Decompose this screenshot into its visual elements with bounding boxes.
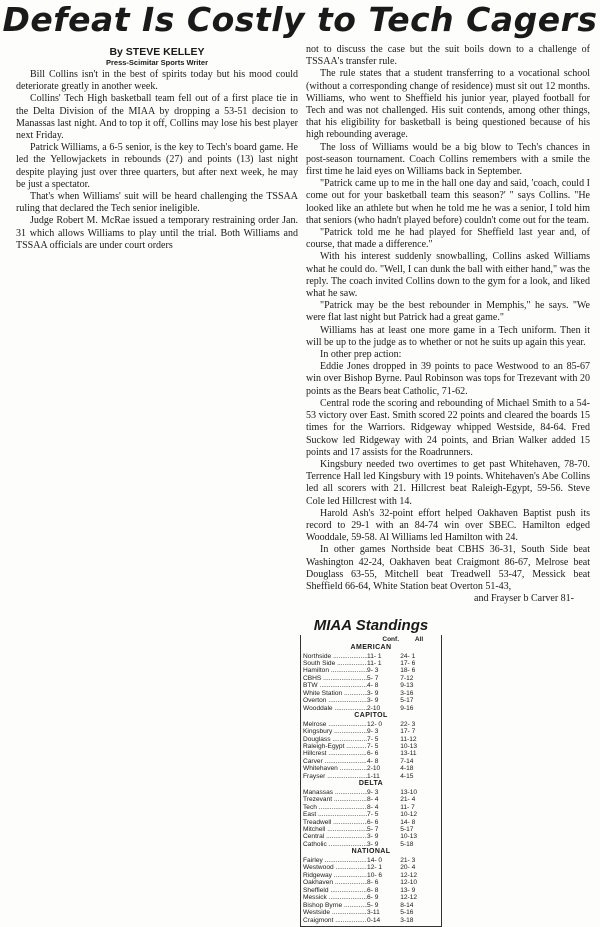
conf-record: 9- 3 bbox=[367, 788, 379, 796]
team-name: Carver ..... bbox=[303, 758, 367, 765]
team-name: Central ..... bbox=[303, 833, 367, 840]
standings-row bbox=[303, 789, 439, 796]
conf-record: 4- 8 bbox=[367, 682, 379, 690]
all-record: 21- 3 bbox=[400, 856, 416, 864]
team-name: Kingsbury ..... bbox=[303, 728, 367, 735]
article-paragraph: Patrick Williams, a 6-5 senior, is the key to Tech's board game. He led the Yellowjackets in rebounds (27) and points (13) last night despite playing just over three quarters, but after next week, he may be just a spectator. bbox=[16, 142, 298, 190]
all-record: 10-12 bbox=[400, 811, 418, 819]
standings-row bbox=[303, 697, 439, 704]
standings-row bbox=[303, 743, 439, 750]
standings-row bbox=[303, 872, 439, 879]
conf-record: 3- 9 bbox=[367, 833, 379, 841]
conf-record: 3- 9 bbox=[367, 689, 379, 697]
article-paragraph: Collins' Tech High basketball team fell out of a first place tie in the Delta Division of the MIAA by dropping a 53-51 decision to Manassas last night. And to top it off, Collins may lose his best player next Friday. bbox=[16, 93, 298, 142]
conf-record: 6- 6 bbox=[367, 818, 379, 826]
headline: Defeat Is Costly to Tech Cagers bbox=[2, 0, 598, 39]
team-name: Tech ..... bbox=[303, 804, 367, 811]
team-name: Fairley ..... bbox=[303, 857, 367, 864]
team-name: Manassas ..... bbox=[303, 789, 367, 796]
all-record: 5-17 bbox=[400, 697, 414, 705]
division-title: CAPITOL bbox=[354, 712, 388, 720]
team-name: Northside ..... bbox=[303, 653, 367, 660]
standings-row bbox=[303, 864, 439, 871]
conf-record: 3- 9 bbox=[367, 697, 379, 705]
standings-row bbox=[303, 826, 439, 833]
team-name: Bishop Byrne ..... bbox=[303, 902, 367, 909]
all-record: 9-16 bbox=[400, 704, 414, 712]
all-record: 9-13 bbox=[400, 682, 414, 690]
article-paragraph: The rule states that a student transferring to a vocational school (without a corresponding change of residence) must sit out 12 months. Williams, who went to Sheffield his junior year, played football for Tech and was not challenged. His suit contends, among other things, that his eligibility for basketball is being questioned because of his high rebounding average. bbox=[306, 68, 590, 141]
standings-row bbox=[303, 894, 439, 901]
conf-record: 7- 5 bbox=[367, 735, 379, 743]
team-name: Douglass ..... bbox=[303, 736, 367, 743]
standings-row bbox=[303, 736, 439, 743]
all-record: 7-14 bbox=[400, 757, 414, 765]
standings-row bbox=[303, 653, 439, 660]
team-name: Ridgeway ..... bbox=[303, 872, 367, 879]
team-name: Melrose ..... bbox=[303, 721, 367, 728]
standings-row bbox=[303, 833, 439, 840]
conf-record: 6- 9 bbox=[367, 894, 379, 902]
article-paragraph: With his interest suddenly snowballing, Collins asked Williams what he could do. "Well, I can dunk the ball with either hand," was the reply. The coach invited Collins down to the gym for a look, and liked what he saw. bbox=[306, 251, 590, 300]
all-record: 12-12 bbox=[400, 894, 418, 902]
conf-record: 5- 9 bbox=[367, 901, 379, 909]
article-paragraph: In other games Northside beat CBHS 36-31, South Side beat Washington 42-24, Oakhaven beat Craigmont 86-67, Melrose beat Douglass 63-55, Mitchell beat Treadwell 53-47, Messick beat Sheffield 66-64, White Station beat Overton 51-43, bbox=[306, 544, 590, 592]
team-name: Catholic ..... bbox=[303, 841, 367, 848]
conf-record: 7- 5 bbox=[367, 811, 379, 819]
team-name: Treadwell ..... bbox=[303, 819, 367, 826]
all-record: 4-15 bbox=[400, 772, 414, 780]
conf-record: 5- 7 bbox=[367, 674, 379, 682]
all-record: 4-18 bbox=[400, 765, 414, 773]
left-column bbox=[16, 44, 298, 252]
all-record: 13-11 bbox=[400, 750, 417, 758]
team-name: Sheffield ..... bbox=[303, 887, 367, 894]
standings-row bbox=[303, 773, 439, 780]
all-record: 7-12 bbox=[400, 674, 414, 682]
article-paragraph: Williams has at least one more game in a Tech uniform. Then it will be up to the judge as to whether or not he suits up again this year. bbox=[306, 324, 590, 348]
conf-record: 5- 7 bbox=[367, 826, 379, 834]
team-name: East ..... bbox=[303, 811, 367, 818]
conf-record: 0-14 bbox=[367, 916, 381, 924]
byline-title: Press-Scimitar Sports Writer bbox=[106, 58, 208, 67]
standings-title: MIAA Standings bbox=[313, 617, 429, 634]
conf-record: 14- 0 bbox=[367, 856, 383, 864]
team-name: Craigmont ..... bbox=[303, 917, 367, 924]
conf-record: 1-11 bbox=[367, 772, 380, 780]
all-record: 10-13 bbox=[400, 833, 418, 841]
all-record: 12-12 bbox=[400, 871, 418, 879]
standings-row bbox=[303, 879, 439, 886]
standings-table bbox=[300, 617, 442, 927]
article-paragraph: The loss of Williams would be a big blow to Tech's chances in post-season tournament. Coach Collins remembers with a smile the first time he laid eyes on Williams back in September. bbox=[306, 141, 590, 178]
team-name: Mitchell ..... bbox=[303, 826, 367, 833]
standings-row bbox=[303, 705, 439, 712]
all-record: 20- 4 bbox=[400, 864, 416, 872]
division-title: DELTA bbox=[358, 780, 384, 788]
all-record: 21- 4 bbox=[400, 796, 416, 804]
standings-box bbox=[300, 635, 442, 927]
all-record: 22- 3 bbox=[400, 720, 416, 728]
team-name: Whitehaven ..... bbox=[303, 765, 367, 772]
standings-row bbox=[303, 819, 439, 826]
standings-row bbox=[303, 917, 439, 924]
article-paragraph: In other prep action: bbox=[320, 349, 402, 361]
all-record: 18- 6 bbox=[400, 667, 416, 675]
article-paragraph: "Patrick may be the best rebounder in Memphis," he says. "We were flat last night but Patrick had a great game." bbox=[306, 300, 590, 324]
all-record: 3-18 bbox=[400, 916, 414, 924]
all-record: 5-17 bbox=[400, 826, 414, 834]
standings-row bbox=[303, 796, 439, 803]
all-record: 5-18 bbox=[400, 840, 414, 848]
article-paragraph: That's when Williams' suit will be heard challenging the TSSAA ruling that declared the Tech senior ineligible. bbox=[16, 191, 298, 215]
team-name: South Side ..... bbox=[303, 660, 367, 667]
standings-row bbox=[303, 841, 439, 848]
standings-header bbox=[303, 636, 439, 644]
article-paragraph: "Patrick told me he had played for Sheffield last year and, of course, that made a difference." bbox=[306, 227, 590, 251]
division-title: AMERICAN bbox=[350, 644, 392, 651]
conf-record: 2-10 bbox=[367, 704, 381, 712]
team-name: Trezevant ..... bbox=[303, 796, 367, 803]
all-record: 3-16 bbox=[400, 689, 414, 697]
conf-record: 12- 1 bbox=[367, 864, 383, 872]
team-name: Oakhaven ..... bbox=[303, 879, 367, 886]
team-name: Overton ..... bbox=[303, 697, 367, 704]
standings-row bbox=[303, 811, 439, 818]
all-record: 24- 1 bbox=[400, 652, 416, 660]
standings-divisions bbox=[303, 644, 439, 924]
conf-record: 3- 9 bbox=[367, 840, 379, 848]
all-record: 10-13 bbox=[400, 742, 418, 750]
article-paragraph: Harold Ash's 32-point effort helped Oakhaven Baptist push its record to 29-1 with an 84-74 win over SBEC. Hamilton edged Wooddale, 59-58. Al Williams led Hamilton with 24. bbox=[306, 507, 590, 544]
article-paragraph: Central rode the scoring and rebounding of Michael Smith to a 54-53 victory over East. Smith scored 22 points and cleared the boards 15 times for the Warriors. Ridgeway whipped Westside, 84-64. Fred Suckow led Ridgeway with 24 points, and Brian Walker added 15 points and 17 assists for the Roadrunners. bbox=[306, 397, 590, 458]
team-name: Frayser ..... bbox=[303, 773, 367, 780]
all-record: 13-10 bbox=[400, 788, 418, 796]
standings-row bbox=[303, 804, 439, 811]
article-paragraph: Kingsbury needed two overtimes to get past Whitehaven, 78-70. Terrence Hall led Kingsbury with 19 points. Whitehaven's Abe Collins led all scorers with 21. Hillcrest beat Raleigh-Egypt, 59-56. Steve Cole led Hillcrest with 14. bbox=[306, 458, 590, 507]
final-line: and Frayser b Carver 81- bbox=[474, 593, 574, 605]
standings-row bbox=[303, 690, 439, 697]
team-name: BTW ..... bbox=[303, 682, 367, 689]
team-name: Westwood ..... bbox=[303, 864, 367, 871]
all-record: 14- 8 bbox=[400, 818, 416, 826]
team-name: White Station ..... bbox=[303, 690, 367, 697]
article-paragraph: "Patrick came up to me in the hall one day and said, 'coach, could I come out for your basketball team this season?' " says Collins. "He looked like an athlete but when he told me he was a senior, I told him that seniors (who hadn't played before) couldn't come out for the team. bbox=[306, 178, 590, 226]
all-record: 11- 7 bbox=[400, 803, 415, 811]
standings-row bbox=[303, 758, 439, 765]
left-paragraphs bbox=[16, 69, 298, 252]
all-record: 17- 6 bbox=[400, 659, 416, 667]
team-name: Hamilton ..... bbox=[303, 667, 367, 674]
conf-record: 4- 8 bbox=[367, 757, 379, 765]
conf-record: 3-11 bbox=[367, 909, 380, 917]
team-name: Messick ..... bbox=[303, 894, 367, 901]
conf-record: 10- 6 bbox=[367, 871, 383, 879]
conf-header: Conf. bbox=[382, 636, 399, 643]
article-paragraph: Judge Robert M. McRae issued a temporary restraining order Jan. 31 which allows Williams to play until the trial. Both Williams and TSSAA officials are under court orders bbox=[16, 215, 298, 251]
right-paragraphs bbox=[306, 44, 590, 593]
conf-record: 8- 4 bbox=[367, 803, 379, 811]
all-record: 13- 9 bbox=[400, 886, 416, 894]
team-name: Raleigh-Egypt ..... bbox=[303, 743, 367, 750]
standings-row bbox=[303, 857, 439, 864]
standings-row bbox=[303, 682, 439, 689]
standings-row bbox=[303, 887, 439, 894]
article-paragraph: not to discuss the case but the suit boils down to a challenge of TSSAA's transfer rule. bbox=[306, 44, 590, 68]
conf-record: 6- 8 bbox=[367, 886, 379, 894]
conf-record: 9- 3 bbox=[367, 728, 379, 736]
conf-record: 9- 3 bbox=[367, 667, 379, 675]
article-paragraph: Eddie Jones dropped in 39 points to pace Westwood to an 85-67 win over Bishop Byrne. Paul Robinson was tops for Trezevant with 20 points as the Bears beat Catholic, 71-62. bbox=[306, 361, 590, 397]
byline: By STEVE KELLEY bbox=[109, 46, 205, 58]
all-header: All bbox=[414, 636, 424, 643]
conf-record: 11- 1 bbox=[367, 652, 382, 660]
all-record: 11-12 bbox=[400, 735, 417, 743]
standings-spacer bbox=[303, 636, 351, 644]
team-name: Hillcrest ..... bbox=[303, 750, 367, 757]
team-name: Wooddale ..... bbox=[303, 705, 367, 712]
conf-record: 11- 1 bbox=[367, 659, 382, 667]
standings-row bbox=[303, 675, 439, 682]
conf-record: 8- 6 bbox=[367, 879, 379, 887]
all-record: 5-16 bbox=[400, 909, 414, 917]
conf-record: 12- 0 bbox=[367, 720, 383, 728]
division-title: NATIONAL bbox=[351, 848, 391, 856]
standings-row bbox=[303, 667, 439, 674]
standings-row bbox=[303, 728, 439, 735]
right-column bbox=[306, 44, 590, 605]
conf-record: 2-10 bbox=[367, 765, 381, 773]
article-paragraph: Bill Collins isn't in the best of spirits today but his mood could deteriorate greatly in another week. bbox=[16, 69, 298, 93]
all-record: 12-10 bbox=[400, 879, 418, 887]
standings-row bbox=[303, 909, 439, 916]
team-name: CBHS ..... bbox=[303, 675, 367, 682]
standings-row bbox=[303, 660, 439, 667]
all-record: 17- 7 bbox=[400, 728, 416, 736]
standings-row bbox=[303, 721, 439, 728]
team-name: Westside ..... bbox=[303, 909, 367, 916]
conf-record: 8- 4 bbox=[367, 796, 379, 804]
standings-row bbox=[303, 902, 439, 909]
standings-row bbox=[303, 765, 439, 772]
conf-record: 7- 5 bbox=[367, 742, 379, 750]
conf-record: 6- 6 bbox=[367, 750, 379, 758]
standings-row bbox=[303, 750, 439, 757]
all-record: 8-14 bbox=[400, 901, 414, 909]
